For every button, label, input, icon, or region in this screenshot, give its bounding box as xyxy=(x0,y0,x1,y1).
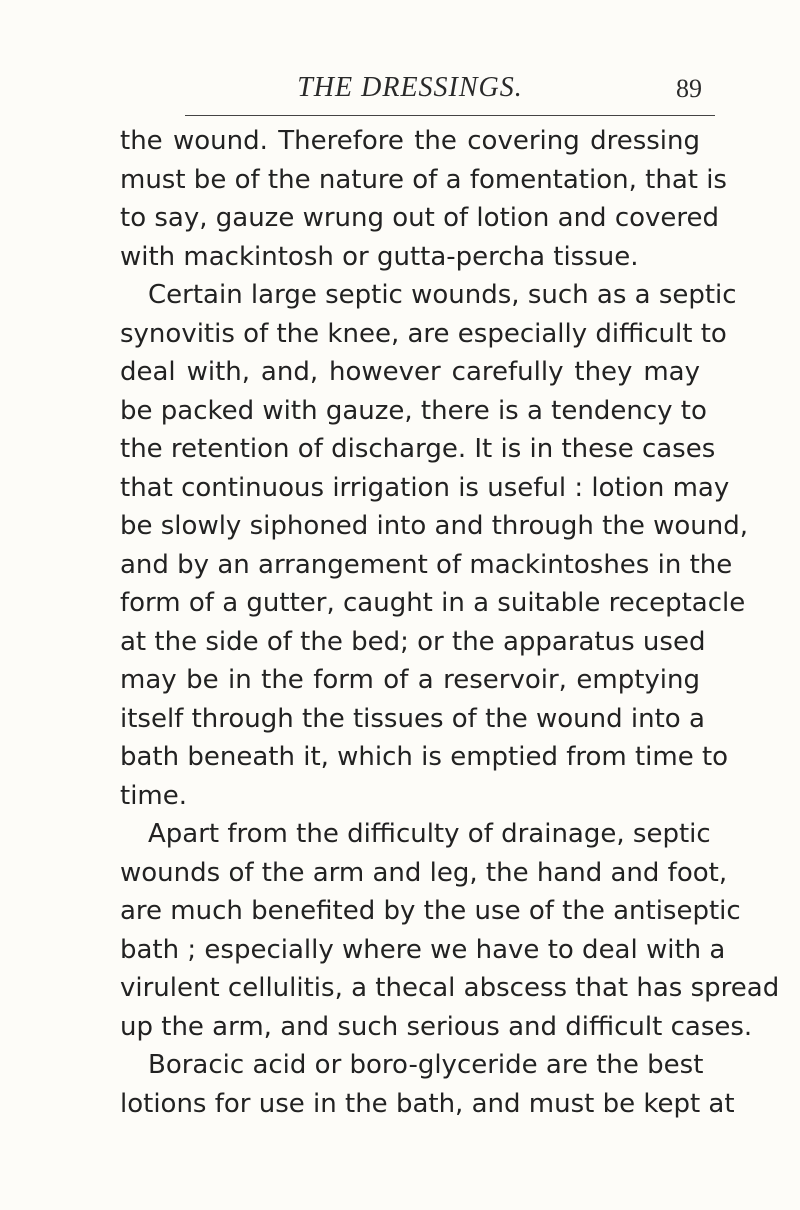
text-line: must be of the nature of a fomentation, that is xyxy=(120,164,727,195)
text-line: deal with, and, however carefully they may xyxy=(120,357,700,387)
page-number: 89 xyxy=(676,74,702,103)
text-line: bath ; especially where we have to deal with a xyxy=(120,934,726,965)
text-line: be slowly siphoned into and through the wound, xyxy=(120,511,748,541)
text-line: Certain large septic wounds, such as a septic xyxy=(148,280,737,310)
text-line: and by an arrangement of mackintoshes in the xyxy=(120,549,733,580)
text-line: up the arm, and such serious and difficult cases. xyxy=(120,1011,753,1042)
text-line: the wound. Therefore the covering dressing xyxy=(120,126,700,156)
header-rule xyxy=(185,115,715,116)
text-line: lotions for use in the bath, and must be kept at xyxy=(120,1088,735,1119)
text-line: that continuous irrigation is useful : lotion may xyxy=(120,472,730,503)
text-line: wounds of the arm and leg, the hand and foot, xyxy=(120,857,728,888)
text-line: to say, gauze wrung out of lotion and covered xyxy=(120,203,720,233)
text-line: may be in the form of a reservoir, emptying xyxy=(120,665,700,695)
text-line: form of a gutter, caught in a suitable receptacle xyxy=(120,588,746,618)
text-line: itself through the tissues of the wound into a xyxy=(120,703,705,734)
text-line: are much benefited by the use of the antiseptic xyxy=(120,896,741,926)
text-line: time. xyxy=(120,780,188,811)
text-line: the retention of discharge. It is in these cases xyxy=(120,434,716,464)
text-line: with mackintosh or gutta-percha tissue. xyxy=(120,241,639,272)
text-line: Boracic acid or boro-glyceride are the best xyxy=(148,1050,704,1080)
text-line: synovitis of the knee, are especially difficult to xyxy=(120,318,727,349)
text-line: bath beneath it, which is emptied from time to xyxy=(120,742,729,772)
body-text xyxy=(120,122,780,1123)
running-title: THE DRESSINGS. xyxy=(297,72,523,103)
text-line: Apart from the difficulty of drainage, septic xyxy=(148,819,711,849)
text-line: virulent cellulitis, a thecal abscess that has spread xyxy=(120,973,780,1003)
running-head xyxy=(120,72,700,112)
text-line: at the side of the bed; or the apparatus used xyxy=(120,626,706,657)
text-line: be packed with gauze, there is a tendency to xyxy=(120,395,707,426)
